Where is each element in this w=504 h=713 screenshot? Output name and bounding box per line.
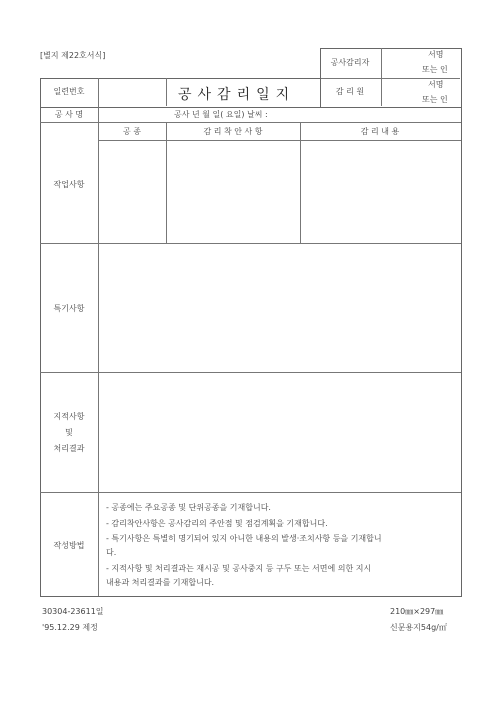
work-col-divider-1	[166, 122, 167, 243]
column-header-bottom	[98, 140, 461, 141]
title-left-divider	[166, 78, 167, 106]
focus-header: 감 리 착 안 사 항	[203, 127, 263, 136]
method-section-label: 작성방법	[53, 541, 85, 550]
enacted-date: '95.12.29 제정	[42, 623, 98, 632]
member-sign-text: 서명	[428, 80, 444, 89]
supervisor-label: 공사감리자	[330, 58, 370, 67]
member-seal-text: 또는 인	[422, 95, 448, 104]
project-row-bottom	[40, 122, 461, 123]
paper-size: 210㎜×297㎜	[390, 607, 444, 616]
signature-divider	[320, 78, 460, 79]
note-item: 내용과 처리결과를 기재합니다.	[106, 578, 215, 587]
project-date-text: 공사 년 월 일( 요일) 날씨 :	[174, 110, 268, 119]
note-item: - 감리착안사항은 공사감리의 주안점 및 점검계획을 기재합니다.	[106, 519, 328, 528]
instruction-label-line2: 및	[65, 428, 73, 437]
work-section-label: 작업사항	[53, 180, 85, 189]
special-section-bottom	[40, 372, 461, 373]
form-number: [별지 제22호서식]	[40, 51, 106, 60]
note-item: - 특기사항은 특별히 명기되어 있지 아니한 내용의 발생·조치사항 등을 기재합니	[106, 534, 382, 543]
member-label: 감 리 원	[335, 87, 365, 96]
serial-divider	[98, 78, 99, 106]
work-section-bottom	[40, 243, 461, 244]
instruction-label-line1: 지적사항	[53, 412, 85, 421]
project-name-label: 공 사 명	[54, 110, 84, 119]
note-item: 다.	[106, 548, 117, 557]
page-title: 공사감리일지	[178, 87, 296, 103]
instruction-section-bottom	[40, 492, 461, 493]
supervisor-seal-text: 또는 인	[422, 65, 448, 74]
form-code: 30304-23611일	[42, 607, 104, 616]
work-col-divider-2	[300, 122, 301, 243]
label-column-divider	[98, 106, 99, 596]
note-item: - 지적사항 및 처리결과는 재시공 및 공사중지 등 구두 또는 서면에 의한 지시	[106, 564, 372, 573]
instruction-label-line3: 처리결과	[53, 444, 85, 453]
signature-col-divider	[381, 48, 382, 106]
paper-type: 신문용지54g/㎡	[390, 623, 447, 632]
special-section-label: 특기사항	[53, 304, 85, 313]
serial-label: 일련번호	[53, 87, 85, 96]
content-header: 감 리 내 용	[360, 127, 400, 136]
note-item: - 공종에는 주요공종 및 단위공종을 기재합니다.	[106, 503, 271, 512]
supervisor-sign-text: 서명	[428, 50, 444, 59]
work-type-header: 공 종	[123, 127, 141, 136]
